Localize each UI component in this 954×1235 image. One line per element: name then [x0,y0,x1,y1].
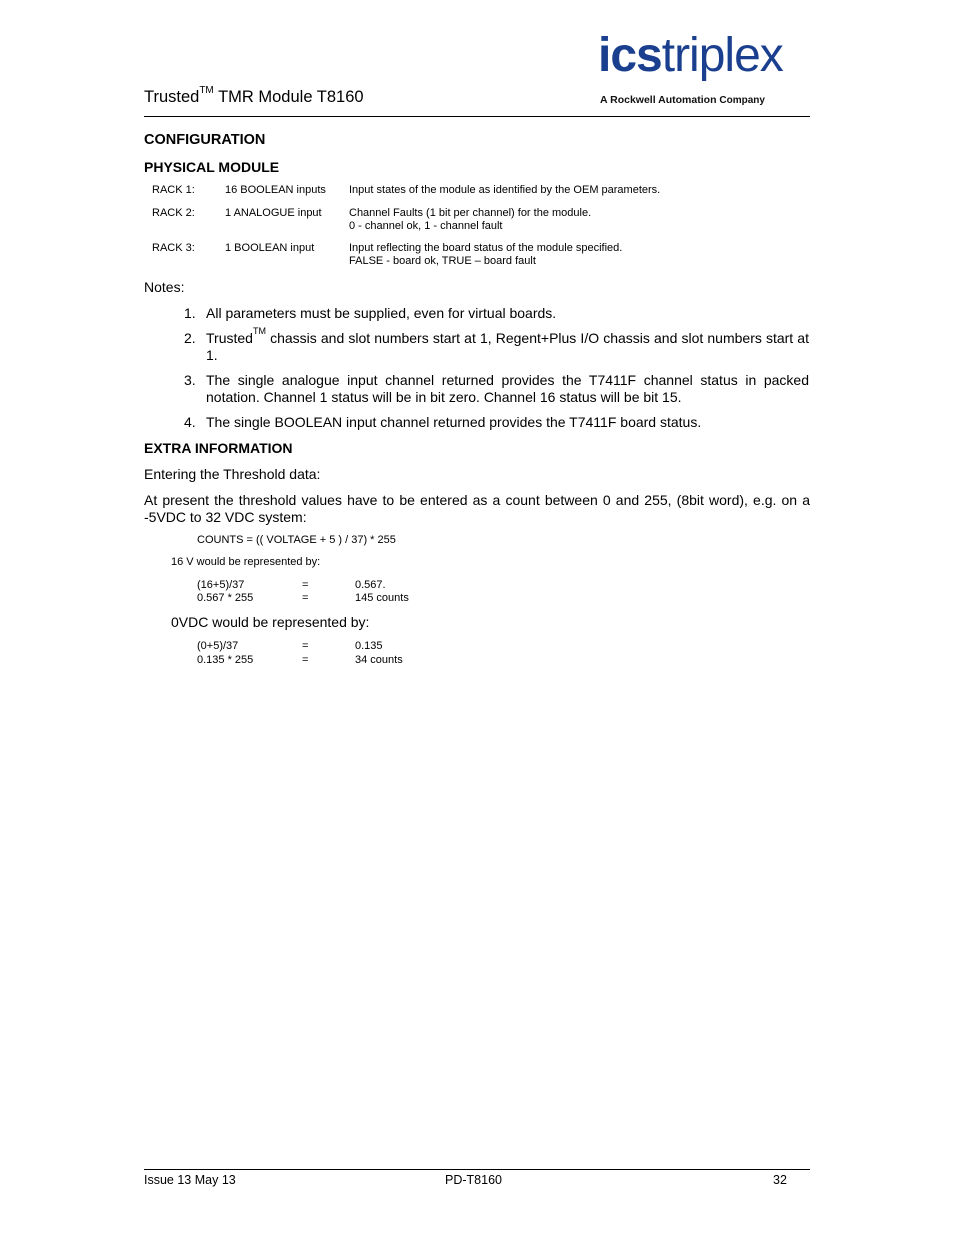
rack-type: 1 ANALOGUE input [225,207,322,219]
example-16v-label: 16 V would be represented by: [171,556,321,568]
footer-rule [144,1169,810,1170]
ics-triplex-logo [598,29,810,106]
extra-information-heading: EXTRA INFORMATION [144,440,293,456]
footer-doc-id: PD-T8160 [445,1173,502,1187]
trademark-mark: TM [199,85,214,96]
rack-label: RACK 1: [152,184,195,196]
rack-label: RACK 2: [152,207,195,219]
logo-tagline: A Rockwell Automation Company [600,94,765,106]
notes-label: Notes: [144,279,185,295]
physical-module-heading: PHYSICAL MODULE [144,159,280,175]
rack-description: Input states of the module as identified by the OEM parameters. [349,184,661,196]
example-0vdc-label: 0VDC would be represented by: [171,614,370,630]
counts-formula: COUNTS = (( VOLTAGE + 5 ) / 37) * 255 [197,534,396,546]
rack-label: RACK 3: [152,242,195,254]
footer-issue: Issue 13 May 13 [144,1173,236,1187]
threshold-paragraph: At present the threshold values have to be entered as a count between 0 and 255, (8bit word), e.g. on a -5VDC to 32 VDC system: [144,492,810,525]
configuration-heading: CONFIGURATION [144,132,266,148]
logo-wordmark: icstriplex [598,29,783,82]
entering-threshold-text: Entering the Threshold data: [144,466,321,482]
rack-type: 16 BOOLEAN inputs [225,184,326,196]
document-title: Trusted™ TMR Module T8160 [144,85,364,106]
rack-description: Input reflecting the board status of the module specified. FALSE - board ok, TRUE – board fault [349,242,623,267]
header-rule [144,116,810,117]
rack-description: Channel Faults (1 bit per channel) for the module. 0 - channel ok, 1 - channel fault [349,207,592,232]
footer-page-number: 32 [773,1173,787,1187]
rack-type: 1 BOOLEAN input [225,242,315,254]
